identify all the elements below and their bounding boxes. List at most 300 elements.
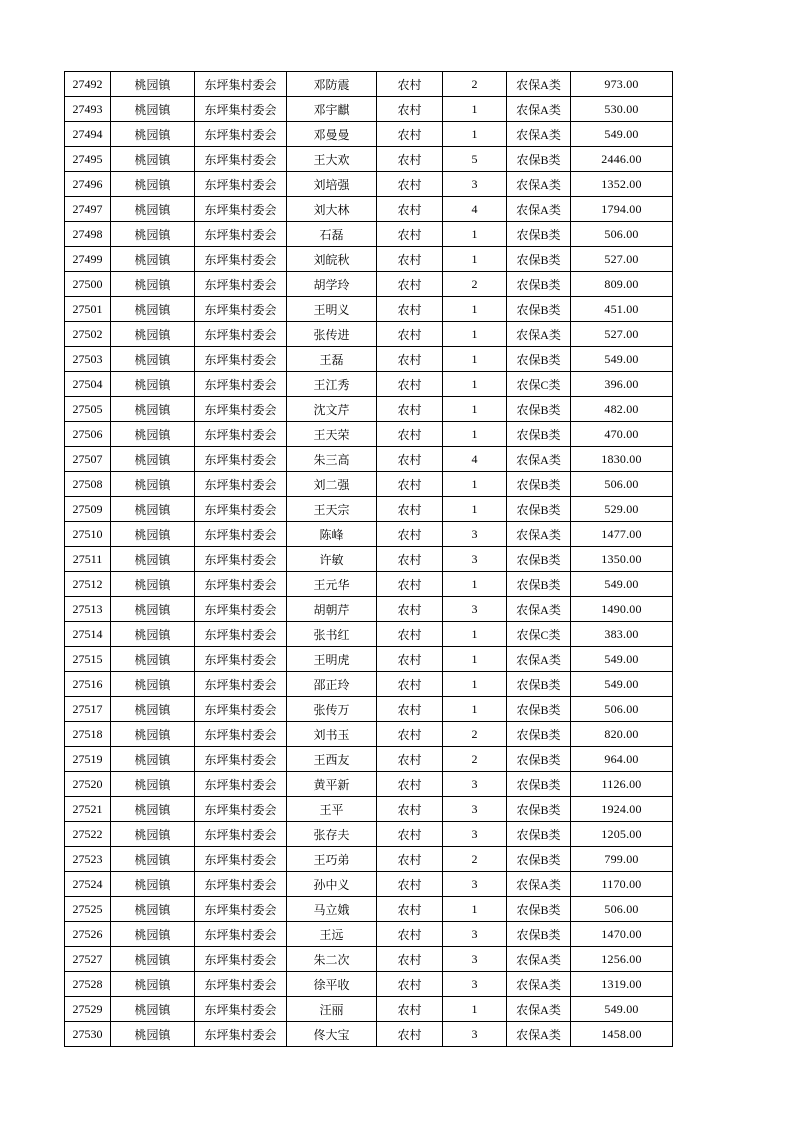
cell-amount: 1205.00 xyxy=(571,822,673,847)
cell-category: 农保B类 xyxy=(507,222,571,247)
cell-town: 桃园镇 xyxy=(111,647,195,672)
cell-name: 邓曼曼 xyxy=(287,122,377,147)
cell-town: 桃园镇 xyxy=(111,947,195,972)
cell-town: 桃园镇 xyxy=(111,822,195,847)
cell-residence: 农村 xyxy=(377,322,443,347)
cell-count: 1 xyxy=(443,997,507,1022)
cell-id: 27508 xyxy=(65,472,111,497)
cell-village: 东坪集村委会 xyxy=(195,147,287,172)
cell-village: 东坪集村委会 xyxy=(195,697,287,722)
table-row xyxy=(65,947,673,972)
cell-count: 2 xyxy=(443,747,507,772)
cell-village: 东坪集村委会 xyxy=(195,397,287,422)
cell-village: 东坪集村委会 xyxy=(195,497,287,522)
cell-name: 王明义 xyxy=(287,297,377,322)
table-row xyxy=(65,172,673,197)
cell-residence: 农村 xyxy=(377,822,443,847)
cell-residence: 农村 xyxy=(377,547,443,572)
cell-category: 农保B类 xyxy=(507,572,571,597)
table-row xyxy=(65,722,673,747)
table-row xyxy=(65,747,673,772)
cell-count: 1 xyxy=(443,572,507,597)
cell-village: 东坪集村委会 xyxy=(195,347,287,372)
cell-amount: 482.00 xyxy=(571,397,673,422)
cell-category: 农保B类 xyxy=(507,772,571,797)
cell-id: 27525 xyxy=(65,897,111,922)
table-row xyxy=(65,547,673,572)
cell-village: 东坪集村委会 xyxy=(195,97,287,122)
cell-residence: 农村 xyxy=(377,972,443,997)
cell-id: 27493 xyxy=(65,97,111,122)
cell-id: 27523 xyxy=(65,847,111,872)
cell-name: 刘皖秋 xyxy=(287,247,377,272)
cell-residence: 农村 xyxy=(377,997,443,1022)
cell-town: 桃园镇 xyxy=(111,897,195,922)
cell-id: 27507 xyxy=(65,447,111,472)
cell-count: 1 xyxy=(443,647,507,672)
cell-id: 27527 xyxy=(65,947,111,972)
cell-village: 东坪集村委会 xyxy=(195,572,287,597)
cell-village: 东坪集村委会 xyxy=(195,522,287,547)
cell-village: 东坪集村委会 xyxy=(195,672,287,697)
cell-town: 桃园镇 xyxy=(111,422,195,447)
cell-count: 1 xyxy=(443,222,507,247)
cell-village: 东坪集村委会 xyxy=(195,797,287,822)
cell-count: 1 xyxy=(443,422,507,447)
cell-category: 农保B类 xyxy=(507,297,571,322)
table-row xyxy=(65,447,673,472)
table-row xyxy=(65,197,673,222)
cell-amount: 527.00 xyxy=(571,247,673,272)
cell-town: 桃园镇 xyxy=(111,122,195,147)
cell-village: 东坪集村委会 xyxy=(195,72,287,97)
table-row xyxy=(65,772,673,797)
cell-category: 农保A类 xyxy=(507,97,571,122)
table-row xyxy=(65,497,673,522)
cell-name: 沈文芹 xyxy=(287,397,377,422)
cell-village: 东坪集村委会 xyxy=(195,222,287,247)
cell-name: 胡学玲 xyxy=(287,272,377,297)
cell-residence: 农村 xyxy=(377,647,443,672)
cell-category: 农保A类 xyxy=(507,447,571,472)
cell-id: 27522 xyxy=(65,822,111,847)
cell-id: 27512 xyxy=(65,572,111,597)
cell-amount: 383.00 xyxy=(571,622,673,647)
cell-town: 桃园镇 xyxy=(111,497,195,522)
table-row xyxy=(65,97,673,122)
cell-town: 桃园镇 xyxy=(111,272,195,297)
cell-village: 东坪集村委会 xyxy=(195,872,287,897)
cell-category: 农保A类 xyxy=(507,122,571,147)
cell-town: 桃园镇 xyxy=(111,322,195,347)
cell-name: 张传进 xyxy=(287,322,377,347)
cell-amount: 451.00 xyxy=(571,297,673,322)
cell-count: 1 xyxy=(443,297,507,322)
cell-village: 东坪集村委会 xyxy=(195,772,287,797)
cell-id: 27498 xyxy=(65,222,111,247)
cell-town: 桃园镇 xyxy=(111,297,195,322)
cell-count: 1 xyxy=(443,672,507,697)
cell-id: 27494 xyxy=(65,122,111,147)
cell-town: 桃园镇 xyxy=(111,347,195,372)
cell-amount: 964.00 xyxy=(571,747,673,772)
table-row xyxy=(65,372,673,397)
cell-count: 1 xyxy=(443,97,507,122)
cell-amount: 549.00 xyxy=(571,672,673,697)
cell-amount: 1350.00 xyxy=(571,547,673,572)
cell-name: 刘书玉 xyxy=(287,722,377,747)
cell-id: 27518 xyxy=(65,722,111,747)
cell-residence: 农村 xyxy=(377,97,443,122)
cell-category: 农保B类 xyxy=(507,247,571,272)
cell-id: 27496 xyxy=(65,172,111,197)
cell-category: 农保B类 xyxy=(507,847,571,872)
cell-town: 桃园镇 xyxy=(111,372,195,397)
table-body xyxy=(65,72,673,1047)
cell-category: 农保A类 xyxy=(507,647,571,672)
cell-category: 农保A类 xyxy=(507,872,571,897)
cell-village: 东坪集村委会 xyxy=(195,122,287,147)
cell-town: 桃园镇 xyxy=(111,622,195,647)
cell-residence: 农村 xyxy=(377,947,443,972)
table-row xyxy=(65,597,673,622)
cell-village: 东坪集村委会 xyxy=(195,947,287,972)
cell-village: 东坪集村委会 xyxy=(195,197,287,222)
cell-category: 农保B类 xyxy=(507,747,571,772)
cell-village: 东坪集村委会 xyxy=(195,972,287,997)
cell-village: 东坪集村委会 xyxy=(195,447,287,472)
cell-id: 27502 xyxy=(65,322,111,347)
cell-residence: 农村 xyxy=(377,697,443,722)
cell-residence: 农村 xyxy=(377,122,443,147)
cell-town: 桃园镇 xyxy=(111,697,195,722)
cell-town: 桃园镇 xyxy=(111,747,195,772)
cell-name: 徐平收 xyxy=(287,972,377,997)
cell-category: 农保A类 xyxy=(507,972,571,997)
cell-count: 3 xyxy=(443,972,507,997)
cell-id: 27515 xyxy=(65,647,111,672)
cell-village: 东坪集村委会 xyxy=(195,472,287,497)
cell-category: 农保B类 xyxy=(507,722,571,747)
cell-name: 石磊 xyxy=(287,222,377,247)
cell-name: 张传万 xyxy=(287,697,377,722)
cell-residence: 农村 xyxy=(377,1022,443,1047)
cell-name: 王明虎 xyxy=(287,647,377,672)
cell-residence: 农村 xyxy=(377,397,443,422)
table-row xyxy=(65,422,673,447)
cell-id: 27500 xyxy=(65,272,111,297)
cell-count: 3 xyxy=(443,547,507,572)
cell-category: 农保C类 xyxy=(507,372,571,397)
cell-village: 东坪集村委会 xyxy=(195,722,287,747)
cell-category: 农保A类 xyxy=(507,72,571,97)
cell-residence: 农村 xyxy=(377,297,443,322)
cell-amount: 527.00 xyxy=(571,322,673,347)
cell-count: 1 xyxy=(443,122,507,147)
cell-amount: 1830.00 xyxy=(571,447,673,472)
table-row xyxy=(65,72,673,97)
cell-town: 桃园镇 xyxy=(111,972,195,997)
cell-count: 2 xyxy=(443,847,507,872)
cell-town: 桃园镇 xyxy=(111,197,195,222)
cell-category: 农保B类 xyxy=(507,497,571,522)
cell-category: 农保A类 xyxy=(507,322,571,347)
table-row xyxy=(65,472,673,497)
cell-name: 邓防震 xyxy=(287,72,377,97)
cell-amount: 529.00 xyxy=(571,497,673,522)
table-row xyxy=(65,647,673,672)
table-row xyxy=(65,622,673,647)
cell-count: 2 xyxy=(443,722,507,747)
cell-name: 陈峰 xyxy=(287,522,377,547)
cell-amount: 549.00 xyxy=(571,347,673,372)
cell-amount: 799.00 xyxy=(571,847,673,872)
cell-residence: 农村 xyxy=(377,747,443,772)
cell-id: 27499 xyxy=(65,247,111,272)
cell-amount: 809.00 xyxy=(571,272,673,297)
cell-village: 东坪集村委会 xyxy=(195,1022,287,1047)
table-row xyxy=(65,297,673,322)
cell-name: 刘大林 xyxy=(287,197,377,222)
cell-count: 1 xyxy=(443,247,507,272)
cell-name: 张存夫 xyxy=(287,822,377,847)
cell-town: 桃园镇 xyxy=(111,147,195,172)
cell-village: 东坪集村委会 xyxy=(195,272,287,297)
cell-amount: 1924.00 xyxy=(571,797,673,822)
cell-residence: 农村 xyxy=(377,672,443,697)
table-row xyxy=(65,847,673,872)
cell-count: 3 xyxy=(443,797,507,822)
cell-count: 1 xyxy=(443,472,507,497)
cell-id: 27511 xyxy=(65,547,111,572)
cell-village: 东坪集村委会 xyxy=(195,897,287,922)
cell-name: 汪丽 xyxy=(287,997,377,1022)
cell-village: 东坪集村委会 xyxy=(195,172,287,197)
cell-id: 27514 xyxy=(65,622,111,647)
cell-name: 王巧弟 xyxy=(287,847,377,872)
cell-category: 农保B类 xyxy=(507,822,571,847)
table-row xyxy=(65,222,673,247)
cell-count: 3 xyxy=(443,947,507,972)
cell-town: 桃园镇 xyxy=(111,97,195,122)
cell-category: 农保A类 xyxy=(507,597,571,622)
cell-name: 胡朝芹 xyxy=(287,597,377,622)
cell-amount: 2446.00 xyxy=(571,147,673,172)
cell-amount: 1256.00 xyxy=(571,947,673,972)
cell-count: 1 xyxy=(443,322,507,347)
cell-id: 27503 xyxy=(65,347,111,372)
cell-count: 1 xyxy=(443,697,507,722)
table-row xyxy=(65,147,673,172)
cell-count: 3 xyxy=(443,772,507,797)
cell-town: 桃园镇 xyxy=(111,672,195,697)
cell-town: 桃园镇 xyxy=(111,997,195,1022)
table-row xyxy=(65,1022,673,1047)
cell-residence: 农村 xyxy=(377,597,443,622)
cell-count: 5 xyxy=(443,147,507,172)
cell-id: 27529 xyxy=(65,997,111,1022)
cell-residence: 农村 xyxy=(377,372,443,397)
cell-amount: 549.00 xyxy=(571,647,673,672)
cell-count: 2 xyxy=(443,72,507,97)
cell-name: 王天荣 xyxy=(287,422,377,447)
cell-name: 王平 xyxy=(287,797,377,822)
table-sheet xyxy=(64,71,672,1047)
cell-village: 东坪集村委会 xyxy=(195,297,287,322)
cell-residence: 农村 xyxy=(377,422,443,447)
cell-village: 东坪集村委会 xyxy=(195,747,287,772)
table-row xyxy=(65,247,673,272)
cell-count: 1 xyxy=(443,397,507,422)
cell-id: 27519 xyxy=(65,747,111,772)
cell-amount: 1319.00 xyxy=(571,972,673,997)
cell-count: 4 xyxy=(443,447,507,472)
cell-name: 邵正玲 xyxy=(287,672,377,697)
cell-category: 农保B类 xyxy=(507,897,571,922)
cell-id: 27530 xyxy=(65,1022,111,1047)
cell-count: 1 xyxy=(443,497,507,522)
cell-category: 农保B类 xyxy=(507,472,571,497)
cell-town: 桃园镇 xyxy=(111,172,195,197)
cell-residence: 农村 xyxy=(377,272,443,297)
cell-amount: 506.00 xyxy=(571,697,673,722)
cell-amount: 1470.00 xyxy=(571,922,673,947)
cell-amount: 1477.00 xyxy=(571,522,673,547)
cell-name: 许敏 xyxy=(287,547,377,572)
cell-residence: 农村 xyxy=(377,347,443,372)
cell-count: 1 xyxy=(443,897,507,922)
cell-village: 东坪集村委会 xyxy=(195,622,287,647)
table-row xyxy=(65,322,673,347)
cell-town: 桃园镇 xyxy=(111,872,195,897)
cell-residence: 农村 xyxy=(377,722,443,747)
cell-residence: 农村 xyxy=(377,147,443,172)
cell-amount: 1458.00 xyxy=(571,1022,673,1047)
cell-id: 27528 xyxy=(65,972,111,997)
cell-name: 孙中义 xyxy=(287,872,377,897)
cell-name: 邓宇麒 xyxy=(287,97,377,122)
cell-village: 东坪集村委会 xyxy=(195,547,287,572)
cell-count: 3 xyxy=(443,822,507,847)
cell-town: 桃园镇 xyxy=(111,397,195,422)
cell-id: 27495 xyxy=(65,147,111,172)
cell-id: 27513 xyxy=(65,597,111,622)
cell-category: 农保B类 xyxy=(507,547,571,572)
cell-amount: 1352.00 xyxy=(571,172,673,197)
cell-category: 农保C类 xyxy=(507,622,571,647)
cell-residence: 农村 xyxy=(377,847,443,872)
cell-amount: 973.00 xyxy=(571,72,673,97)
cell-name: 刘培强 xyxy=(287,172,377,197)
cell-id: 27526 xyxy=(65,922,111,947)
cell-town: 桃园镇 xyxy=(111,522,195,547)
table-row xyxy=(65,922,673,947)
cell-category: 农保A类 xyxy=(507,947,571,972)
cell-amount: 1126.00 xyxy=(571,772,673,797)
cell-count: 3 xyxy=(443,872,507,897)
cell-village: 东坪集村委会 xyxy=(195,922,287,947)
cell-name: 马立娥 xyxy=(287,897,377,922)
cell-category: 农保A类 xyxy=(507,172,571,197)
cell-id: 27510 xyxy=(65,522,111,547)
cell-village: 东坪集村委会 xyxy=(195,847,287,872)
cell-town: 桃园镇 xyxy=(111,1022,195,1047)
table-row xyxy=(65,822,673,847)
cell-town: 桃园镇 xyxy=(111,547,195,572)
cell-town: 桃园镇 xyxy=(111,222,195,247)
cell-village: 东坪集村委会 xyxy=(195,647,287,672)
cell-name: 佟大宝 xyxy=(287,1022,377,1047)
cell-residence: 农村 xyxy=(377,497,443,522)
cell-name: 王元华 xyxy=(287,572,377,597)
cell-amount: 396.00 xyxy=(571,372,673,397)
cell-category: 农保A类 xyxy=(507,522,571,547)
cell-count: 4 xyxy=(443,197,507,222)
cell-town: 桃园镇 xyxy=(111,847,195,872)
cell-category: 农保B类 xyxy=(507,672,571,697)
cell-id: 27506 xyxy=(65,422,111,447)
cell-residence: 农村 xyxy=(377,772,443,797)
cell-category: 农保A类 xyxy=(507,1022,571,1047)
table-row xyxy=(65,997,673,1022)
cell-residence: 农村 xyxy=(377,522,443,547)
cell-residence: 农村 xyxy=(377,247,443,272)
cell-village: 东坪集村委会 xyxy=(195,322,287,347)
cell-amount: 1170.00 xyxy=(571,872,673,897)
cell-village: 东坪集村委会 xyxy=(195,247,287,272)
cell-residence: 农村 xyxy=(377,622,443,647)
cell-name: 王天宗 xyxy=(287,497,377,522)
cell-town: 桃园镇 xyxy=(111,597,195,622)
cell-count: 3 xyxy=(443,922,507,947)
cell-name: 王磊 xyxy=(287,347,377,372)
cell-count: 3 xyxy=(443,522,507,547)
table-row xyxy=(65,122,673,147)
cell-residence: 农村 xyxy=(377,472,443,497)
cell-amount: 549.00 xyxy=(571,997,673,1022)
cell-category: 农保B类 xyxy=(507,797,571,822)
cell-town: 桃园镇 xyxy=(111,447,195,472)
cell-id: 27524 xyxy=(65,872,111,897)
cell-name: 刘二强 xyxy=(287,472,377,497)
cell-amount: 549.00 xyxy=(571,122,673,147)
table-row xyxy=(65,347,673,372)
cell-id: 27492 xyxy=(65,72,111,97)
benefit-records-table xyxy=(64,71,673,1047)
cell-count: 3 xyxy=(443,597,507,622)
cell-residence: 农村 xyxy=(377,872,443,897)
cell-count: 3 xyxy=(443,172,507,197)
cell-residence: 农村 xyxy=(377,222,443,247)
cell-id: 27509 xyxy=(65,497,111,522)
table-row xyxy=(65,972,673,997)
cell-id: 27497 xyxy=(65,197,111,222)
table-row xyxy=(65,672,673,697)
cell-residence: 农村 xyxy=(377,897,443,922)
table-row xyxy=(65,872,673,897)
cell-amount: 549.00 xyxy=(571,572,673,597)
cell-amount: 506.00 xyxy=(571,472,673,497)
cell-name: 张书红 xyxy=(287,622,377,647)
cell-town: 桃园镇 xyxy=(111,922,195,947)
cell-amount: 820.00 xyxy=(571,722,673,747)
cell-name: 王西友 xyxy=(287,747,377,772)
cell-residence: 农村 xyxy=(377,922,443,947)
cell-village: 东坪集村委会 xyxy=(195,997,287,1022)
cell-category: 农保A类 xyxy=(507,197,571,222)
cell-town: 桃园镇 xyxy=(111,722,195,747)
cell-residence: 农村 xyxy=(377,572,443,597)
